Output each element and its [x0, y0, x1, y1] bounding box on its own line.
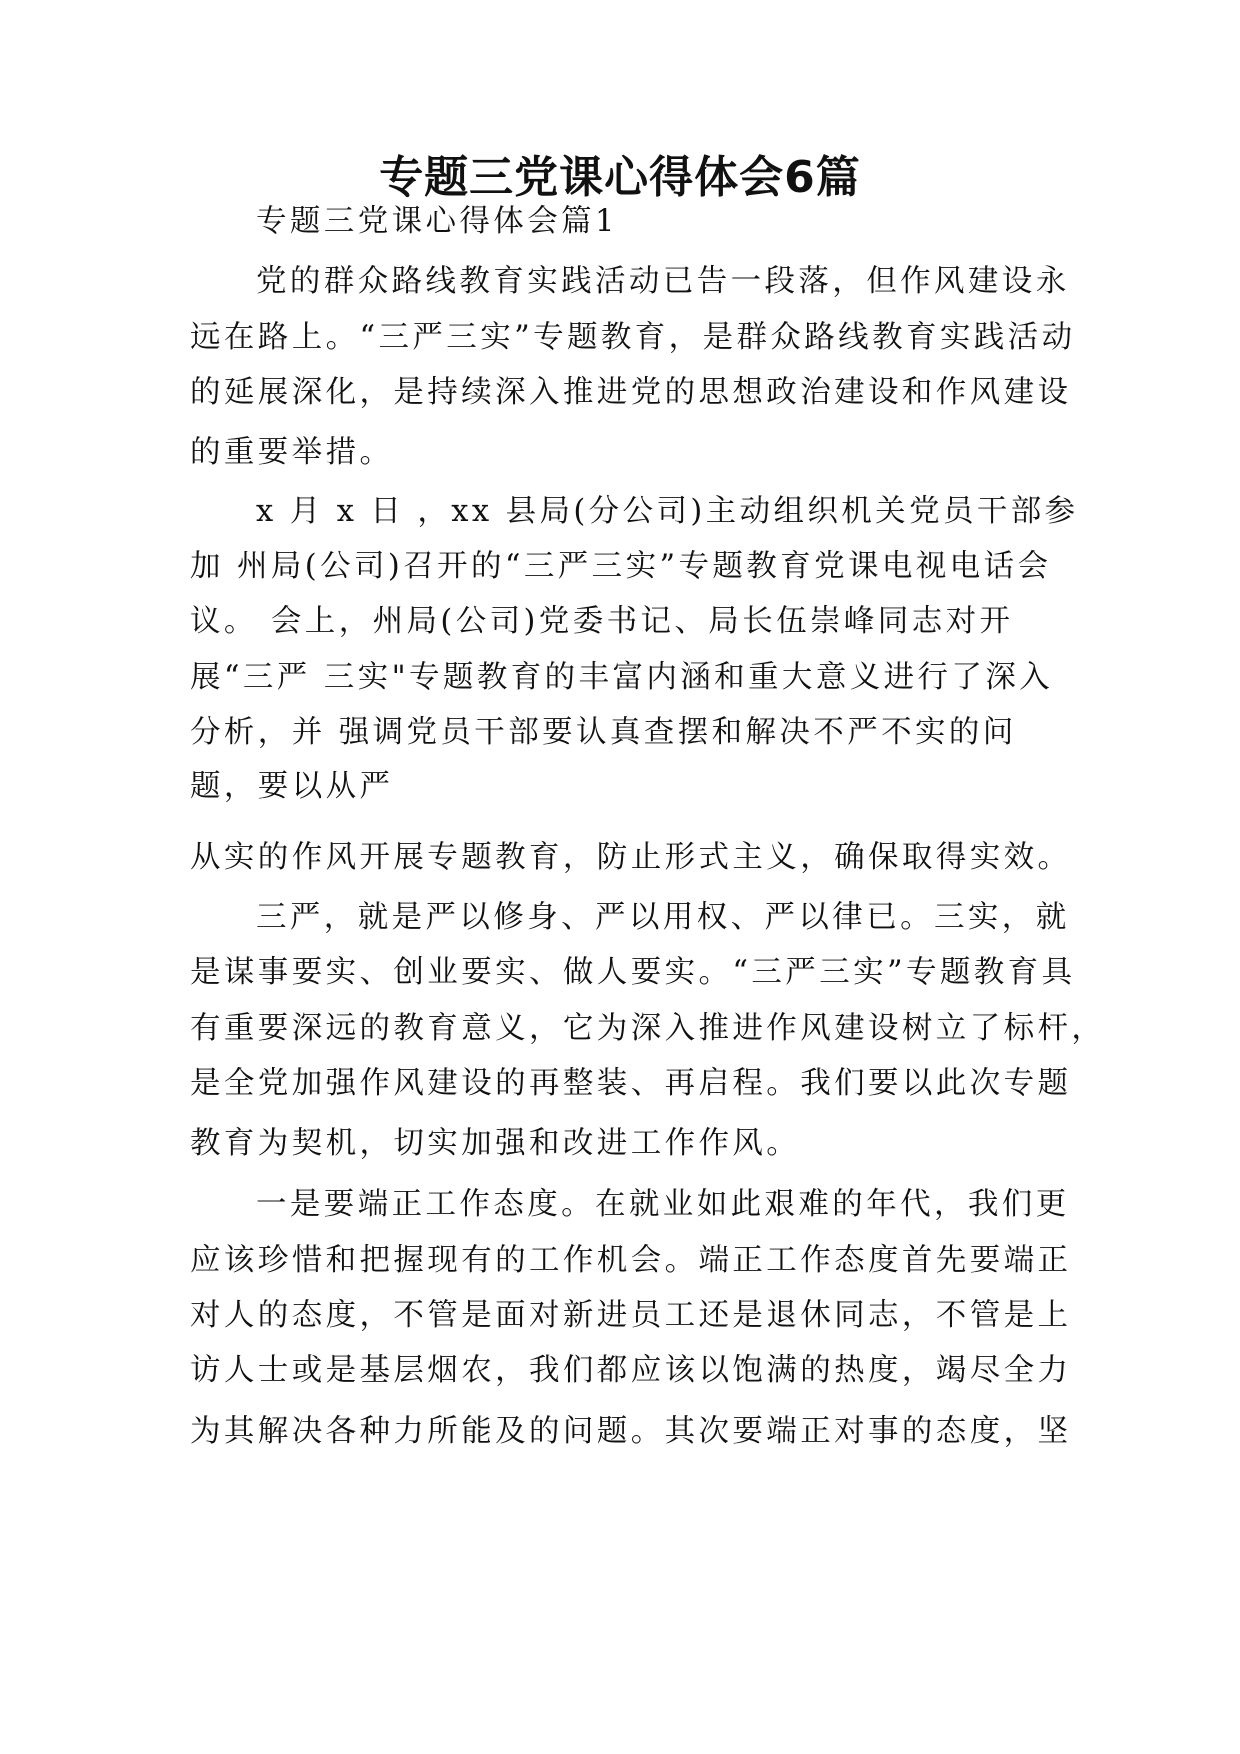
- text-line: 对人的态度，不管是面对新进员工还是退休同志，不管是上: [190, 1298, 1072, 1333]
- section-heading: 专题三党课心得体会篇1: [256, 204, 618, 239]
- text-line: 有重要深远的教育意义，它为深入推进作风建设树立了标杆，: [190, 1011, 1106, 1046]
- text-line: 议。 会上，州局(公司)党委书记、局长伍崇峰同志对开: [190, 604, 1014, 639]
- text-line: 应该珍惜和把握现有的工作机会。端正工作态度首先要端正: [190, 1243, 1072, 1278]
- text-line: 从实的作风开展专题教育，防止形式主义，确保取得实效。: [190, 840, 1072, 875]
- text-line: 三严，就是严以修身、严以用权、严以律已。三实，就: [256, 900, 1070, 935]
- document-title: 专题三党课心得体会6篇: [379, 152, 861, 203]
- text-line: 为其解决各种力所能及的问题。其次要端正对事的态度，坚: [190, 1414, 1072, 1449]
- text-line: 是谋事要实、创业要实、做人要实。“三严三实”专题教育具: [190, 955, 1076, 990]
- text-line: 访人士或是基层烟农，我们都应该以饱满的热度，竭尽全力: [190, 1353, 1072, 1388]
- text-line: 党的群众路线教育实践活动已告一段落，但作风建设永: [256, 264, 1070, 299]
- text-line: 远在路上。“三严三实”专题教育，是群众路线教育实践活动: [190, 320, 1076, 355]
- text-line: 教育为契机，切实加强和改进工作作风。: [190, 1126, 801, 1161]
- text-line: 题，要以从严: [190, 769, 394, 804]
- text-line: 分析，并 强调党员干部要认真查摆和解决不严不实的问: [190, 715, 1017, 750]
- text-line: 的重要举措。: [190, 435, 394, 470]
- text-line: x 月 x 日 ，xx 县局(分公司)主动组织机关党员干部参: [256, 494, 1079, 529]
- text-line: 一是要端正工作态度。在就业如此艰难的年代，我们更: [256, 1187, 1070, 1222]
- text-line: 是全党加强作风建设的再整装、再启程。我们要以此次专题: [190, 1066, 1072, 1101]
- text-line: 的延展深化，是持续深入推进党的思想政治建设和作风建设: [190, 375, 1072, 410]
- text-line: 展“三严 三实"专题教育的丰富内涵和重大意义进行了深入: [190, 660, 1054, 695]
- text-line: 加 州局(公司)召开的“三严三实”专题教育党课电视电话会: [190, 549, 1052, 584]
